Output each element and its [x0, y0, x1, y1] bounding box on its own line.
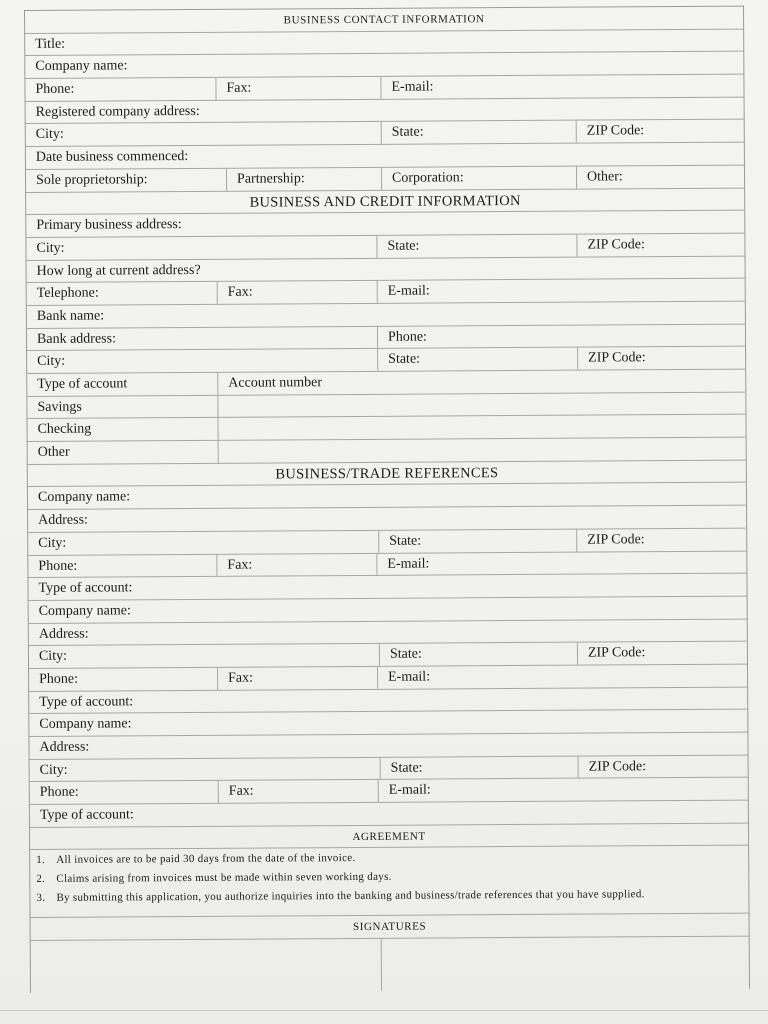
phone-label: Phone:	[38, 558, 78, 574]
city-label: City:	[38, 535, 67, 551]
references-list	[28, 483, 748, 828]
date-commenced-label: Date business commenced:	[35, 149, 189, 166]
section-title: BUSINESS/TRADE REFERENCES	[275, 464, 499, 483]
city-label: City:	[35, 127, 64, 143]
email-label: E-mail:	[376, 551, 746, 575]
savings-account-number-field[interactable]	[217, 392, 745, 417]
zip-label: ZIP Code:	[576, 233, 744, 256]
agreement-terms	[30, 846, 748, 918]
type-of-account-label: Type of account:	[39, 693, 134, 710]
fax-label: Fax:	[216, 553, 376, 576]
bank-city-label: City:	[37, 354, 66, 370]
account-number-header: Account number	[217, 370, 745, 395]
phone-label: Phone:	[39, 785, 79, 801]
other-account-label: Other	[37, 444, 70, 460]
bank-phone-label: Phone:	[377, 324, 745, 348]
state-label: State:	[379, 643, 577, 666]
bank-state-label: State:	[377, 348, 577, 371]
address-label: Address:	[38, 626, 89, 642]
fax-label: Fax:	[217, 281, 377, 304]
city-label: City:	[36, 240, 65, 256]
telephone-label: Telephone:	[36, 285, 99, 302]
agreement-item: 3. By submitting this application, you authorize inquiries into the banking and business/trade references that you have supplied.	[36, 888, 645, 905]
city-label: City:	[38, 648, 68, 665]
state-label: State:	[376, 235, 576, 258]
section-title: BUSINESS CONTACT INFORMATION	[283, 13, 485, 27]
agreement-item: 2. Claims arising from invoices must be made within seven working days.	[36, 871, 392, 886]
section-title: AGREEMENT	[352, 830, 426, 843]
checking-label: Checking	[37, 421, 92, 438]
bank-address-label: Bank address:	[36, 331, 116, 347]
type-of-account-label: Type of account:	[38, 580, 133, 597]
fax-label: Fax:	[215, 77, 380, 100]
section-title: SIGNATURES	[352, 920, 427, 934]
company-name-label: Company name:	[37, 489, 131, 506]
title-label: Title:	[35, 36, 66, 52]
company-name-label: Company name:	[35, 58, 128, 75]
section-title: BUSINESS AND CREDIT INFORMATION	[249, 192, 521, 211]
registered-address-label: Registered company address:	[35, 103, 200, 120]
primary-address-label: Primary business address:	[36, 217, 182, 234]
type-of-account-header: Type of account	[37, 376, 128, 392]
savings-label: Savings	[37, 399, 82, 415]
signature-field-left[interactable]	[31, 939, 381, 993]
zip-label: ZIP Code:	[577, 642, 747, 665]
state-label: State:	[380, 756, 578, 779]
other-label: Other:	[576, 165, 744, 188]
state-label: State:	[381, 121, 576, 144]
phone-label: Phone:	[35, 81, 75, 97]
corporation-label: Corporation:	[381, 166, 576, 189]
zip-label: ZIP Code:	[576, 528, 746, 551]
zip-label: ZIP Code:	[578, 755, 748, 778]
fax-label: Fax:	[218, 780, 378, 803]
bank-zip-label: ZIP Code:	[577, 347, 745, 370]
agreement-item: 1. All invoices are to be paid 30 days from the date of the invoice.	[36, 852, 356, 867]
state-label: State:	[378, 529, 576, 552]
city-label: City:	[39, 762, 68, 778]
sole-proprietorship-label: Sole proprietorship:	[35, 172, 148, 188]
type-of-account-label: Type of account:	[39, 807, 134, 823]
other-account-number-field[interactable]	[218, 438, 746, 463]
company-name-label: Company name:	[38, 603, 131, 619]
email-label: E-mail:	[378, 778, 748, 802]
address-label: Address:	[38, 512, 88, 529]
credit-application-form	[24, 6, 750, 994]
signature-boxes	[31, 937, 749, 993]
partnership-label: Partnership:	[226, 168, 381, 191]
signature-field-right[interactable]	[381, 937, 749, 991]
how-long-label: How long at current address?	[36, 262, 201, 279]
address-label: Address:	[39, 739, 90, 755]
email-label: E-mail:	[377, 665, 747, 689]
fax-label: Fax:	[217, 667, 377, 690]
email-label: E-mail:	[380, 75, 743, 99]
zip-label: ZIP Code:	[576, 120, 744, 143]
email-label: E-mail:	[377, 279, 745, 303]
bank-name-label: Bank name:	[36, 308, 105, 324]
phone-label: Phone:	[39, 671, 79, 687]
company-name-label: Company name:	[39, 716, 132, 733]
checking-account-number-field[interactable]	[217, 415, 745, 440]
page-edge	[0, 1010, 768, 1011]
